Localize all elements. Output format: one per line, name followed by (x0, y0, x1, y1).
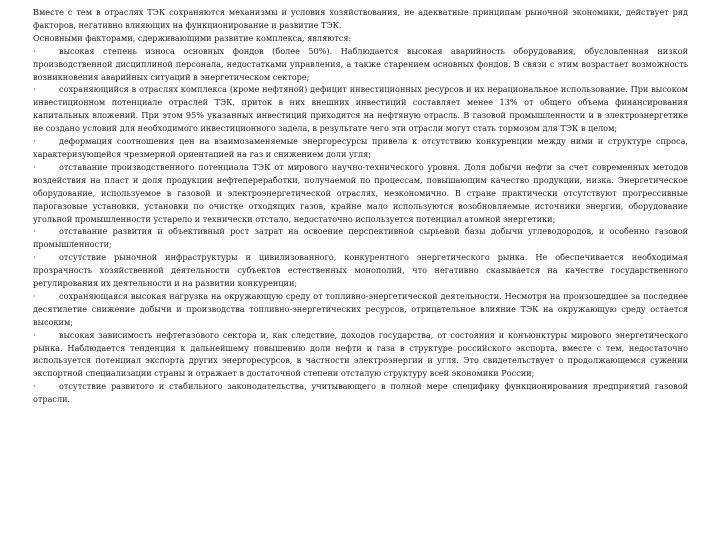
bullet-marker: · (33, 84, 36, 95)
bullet-marker: · (33, 136, 36, 147)
list-item-text: сохраняющаяся высокая нагрузка на окружающую среду от топливно-энергетической деятельности. Несмотря на произошедшее за последнее десятилетие снижение добычи и производства топливно-энергетических ресурсов, отрицательное влияние ТЭК на окружающую среду остается высоким; (33, 290, 688, 327)
intro-paragraph: Вместе с тем в отраслях ТЭК сохраняются механизмы и условия хозяйствования, не адекватные принципам рыночной экономики, действует ряд факторов, негативно влияющих на функционирование и развитие ТЭК. (33, 7, 688, 30)
list-item-text: отсутствие рыночной инфраструктуры и цивилизованного, конкурентного энергетического рынка. Не обеспечивается необходимая прозрачность хозяйственной деятельности субъектов естественных монополий, что негативно сказывается на качестве государственного регулирования их деятельности и на развитии конкуренции; (33, 252, 688, 289)
list-item-text: высокая зависимость нефтегазового сектора и, как следствие, доходов государства, от состояния и конъюнктуры мирового энергетического рынка. Наблюдается тенденция к дальнейшему повышению доли нефти и газа в структуре российского экспорта, вместе с тем, недостаточно используется потенциал экспорта других энергоресурсов, в частности электроэнергии и угля. Это свидетельствует о продолжающемся сужении экспортной специализации страны и отражает в достаточной степени отсталую структуру всей экономики России; (33, 329, 688, 379)
list-item (33, 251, 688, 290)
list-item (33, 83, 688, 135)
list-item (33, 290, 688, 329)
bullet-marker: · (33, 252, 36, 263)
lead-paragraph: Основными факторами, сдерживающими развитие комплекса, являются: (33, 32, 352, 43)
list-item (33, 225, 688, 251)
bullet-marker: · (33, 161, 36, 172)
list-item-text: отставание производственного потенциала ТЭК от мирового научно-технического уровня. Доля добычи нефти за счет современных методов воздействия на пласт и доля продукции нефтепереработки, получаемой по процессам, повышающим качество продукции, низка. Энергетическое оборудование, используемое в газовой и электроэнергетической отраслях, неэкономично. В стране практически отсутствуют прогрессивные парогазовые установки, установки по очистке отходящих газов, крайне мало используются возобновляемые источники энергии, оборудование угольной промышленности устарело и технически отстало, недостаточно используется потенциал атомной энергетики; (33, 161, 688, 224)
bullet-marker: · (33, 290, 36, 301)
list-item-text: деформация соотношения цен на взаимозаменяемые энергоресурсы привела к отсутствию конкуренции между ними и структуре спроса, характеризующейся чрезмерной ориентацией на газ и снижением доли угля; (33, 136, 688, 159)
list-item-text: высокая степень износа основных фондов (более 50%). Наблюдается высокая аварийность оборудования, обусловленная низкой производственной дисциплиной персонала, недостатками управления, а также старением основных фондов. В связи с этим возрастает возможность возникновения аварийных ситуаций в энергетическом секторе; (33, 45, 688, 82)
bullet-marker: · (33, 329, 36, 340)
bullet-marker: · (33, 45, 36, 56)
bullet-marker: · (33, 226, 36, 237)
list-item-text: сохраняющийся в отраслях комплекса (кроме нефтяной) дефицит инвестиционных ресурсов и их нерациональное использование. При высоком инвестиционном потенциале отраслей ТЭК, приток в них внешних инвестиций составляет менее 13% от общего объема финансирования капитальных вложений. При этом 95% указанных инвестиций приходится на нефтяную отрасль. В газовой промышленности и в электроэнергетике не создано условий для необходимого инвестиционного задела, в результате чего эти отрасли могут стать тормозом для ТЭК в целом; (33, 84, 688, 134)
list-item (33, 45, 688, 84)
list-item (33, 329, 688, 381)
list-item-text: отставание развития и объективный рост затрат на освоение перспективной сырьевой базы добычи углеводородов, и особенно газовой промышленности; (33, 226, 688, 250)
list-item (33, 161, 688, 226)
list-item-text: отсутствие развитого и стабильного законодательства, учитывающего в полной мере специфику функционирования предприятий газовой отрасли. (33, 381, 688, 405)
list-item (33, 135, 688, 161)
list-item (33, 380, 688, 406)
bullet-marker: · (33, 381, 36, 392)
